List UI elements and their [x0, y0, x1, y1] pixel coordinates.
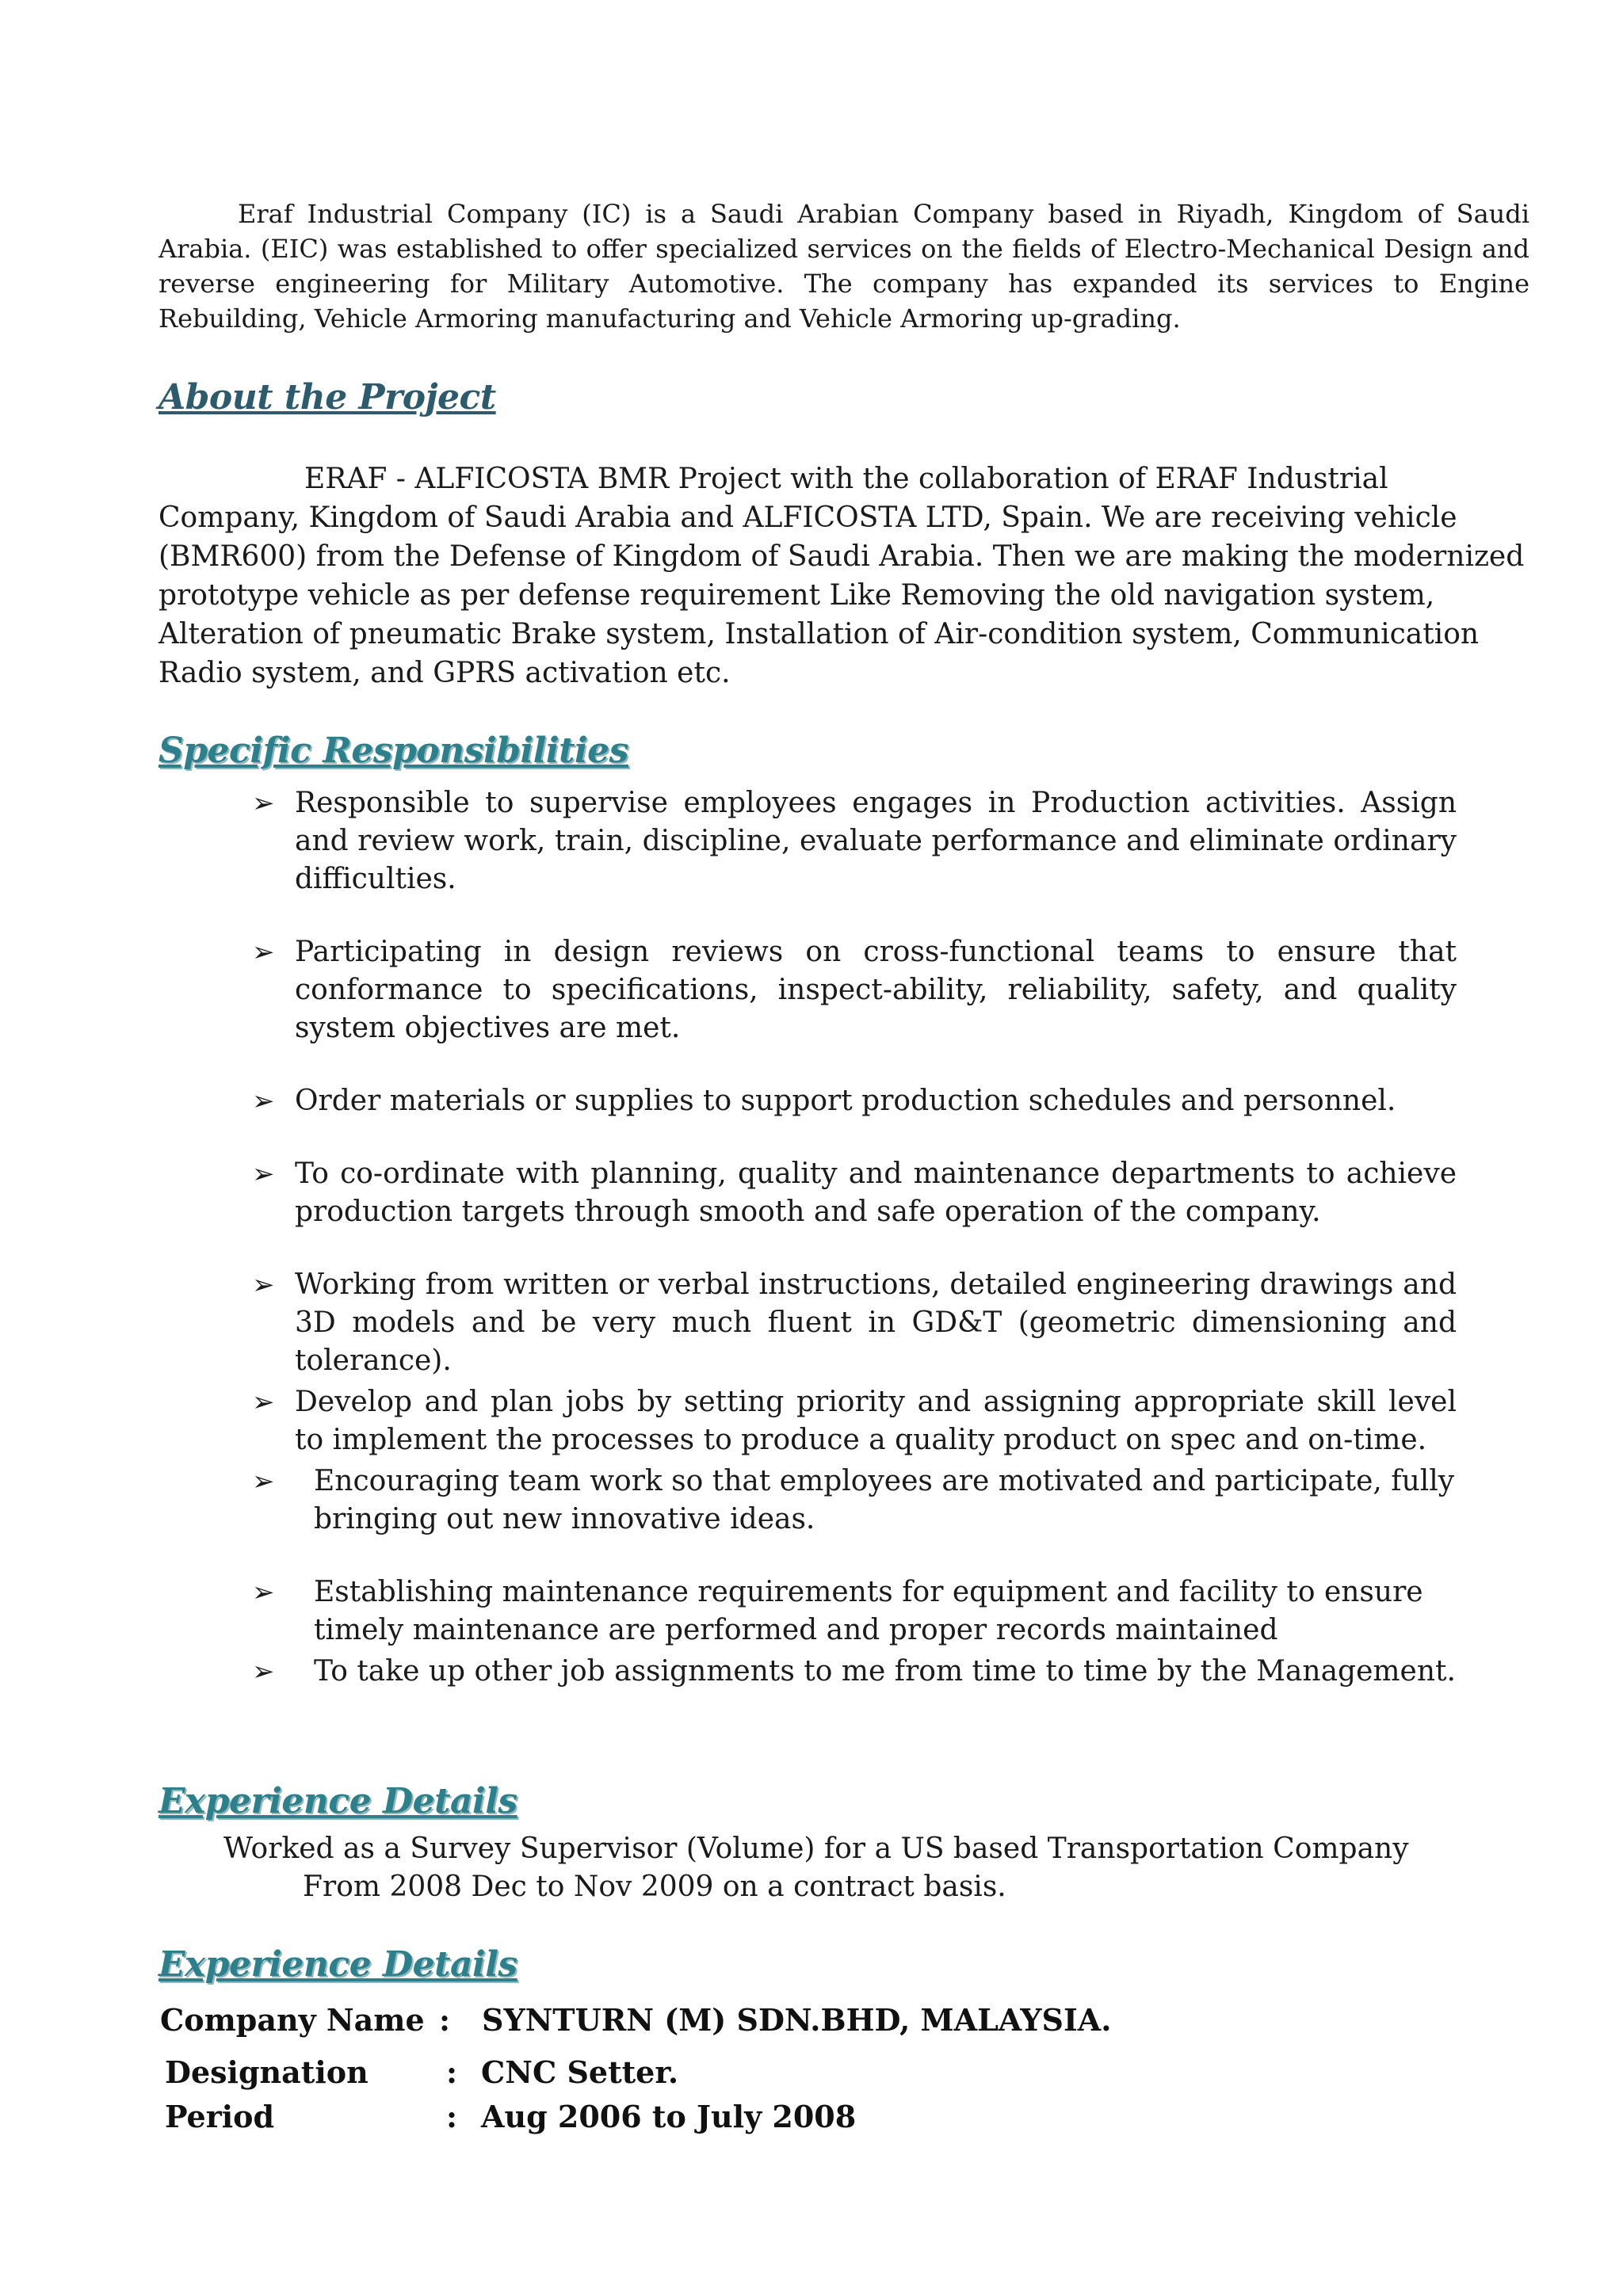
- company-name-label: Company Name: [160, 2002, 425, 2038]
- designation-colon: :: [446, 2054, 458, 2090]
- list-item-text: Develop and plan jobs by setting priority and assigning appropriate skill level to implement the processes to produce a quality product on spec and on-time.: [295, 1386, 1457, 1456]
- company-name-value: SYNTURN (M) SDN.BHD, MALAYSIA.: [482, 2002, 1112, 2038]
- list-item-text: Responsible to supervise employees engages in Production activities. Assign and review work, train, discipline, evaluate performance and eliminate ordinary difficulties.: [295, 787, 1457, 895]
- list-item: [252, 1266, 1457, 1380]
- experience-heading-2: Experience Details: [158, 1944, 517, 1985]
- period-value: Aug 2006 to July 2008: [481, 2099, 857, 2134]
- experience-heading-1: Experience Details: [158, 1781, 517, 1821]
- company-intro-paragraph: Eraf Industrial Company (IC) is a Saudi Arabian Company based in Riyadh, Kingdom of Saudi Arabia. (EIC) was established to offer specialized services on the fields of Electro-Mechanical Design and reverse engineering for Military Automotive. The company has expanded its services to Engine Rebuilding, Vehicle Armoring manufacturing and Vehicle Armoring up-grading.: [158, 199, 1529, 334]
- list-item: [252, 1573, 1457, 1650]
- list-item-text: To take up other job assignments to me from time to time by the Management.: [314, 1655, 1456, 1688]
- list-item: [252, 784, 1457, 898]
- period-row: [165, 2096, 856, 2138]
- arrow-bullet-icon: ➢: [252, 1085, 275, 1117]
- arrow-bullet-icon: ➢: [252, 1158, 275, 1190]
- list-item: [252, 1383, 1457, 1459]
- arrow-bullet-icon: ➢: [252, 1386, 275, 1418]
- designation-row: [165, 2052, 678, 2093]
- period-colon: :: [446, 2099, 458, 2134]
- company-name-row: [160, 2000, 1111, 2041]
- list-item: [252, 1463, 1457, 1539]
- arrow-bullet-icon: ➢: [252, 936, 275, 968]
- experience-1-line-2: From 2008 Dec to Nov 2009 on a contract basis.: [303, 1871, 1006, 1903]
- responsibilities-heading: Specific Responsibilities: [158, 730, 628, 771]
- list-item: [252, 1653, 1457, 1691]
- designation-value: CNC Setter.: [481, 2054, 679, 2090]
- list-item: [252, 1082, 1457, 1120]
- arrow-bullet-icon: ➢: [252, 1577, 275, 1608]
- list-item-text: Establishing maintenance requirements for equipment and facility to ensure timely maintenance are performed and proper records maintained: [314, 1576, 1423, 1646]
- arrow-bullet-icon: ➢: [252, 788, 275, 819]
- list-item: [252, 933, 1457, 1047]
- arrow-bullet-icon: ➢: [252, 1269, 275, 1301]
- list-item-text: To co-ordinate with planning, quality and maintenance departments to achieve production targets through smooth and safe operation of the company.: [295, 1158, 1457, 1228]
- list-item-text: Order materials or supplies to support production schedules and personnel.: [295, 1085, 1396, 1117]
- responsibilities-list: [252, 784, 1457, 1691]
- list-item-text: Participating in design reviews on cross-functional teams to ensure that conformance to specifications, inspect-ability, reliability, safety, and quality system objectives are met.: [295, 936, 1457, 1044]
- list-item-text: Working from written or verbal instructions, detailed engineering drawings and 3D models and be very much fluent in GD&T (geometric dimensioning and tolerance).: [295, 1268, 1457, 1377]
- experience-1-line-1: Worked as a Survey Supervisor (Volume) for a US based Transportation Company: [223, 1833, 1409, 1865]
- list-item-text: Encouraging team work so that employees are motivated and participate, fully bringing out new innovative ideas.: [314, 1465, 1455, 1535]
- company-name-colon: :: [439, 2002, 451, 2038]
- designation-label: Designation: [165, 2054, 369, 2090]
- period-label: Period: [165, 2099, 275, 2134]
- arrow-bullet-icon: ➢: [252, 1466, 275, 1497]
- about-project-heading: About the Project: [158, 377, 496, 418]
- arrow-bullet-icon: ➢: [252, 1656, 275, 1688]
- project-description-paragraph: ERAF - ALFICOSTA BMR Project with the collaboration of ERAF Industrial Company, Kingdom of Saudi Arabia and ALFICOSTA LTD, Spain. We are receiving vehicle (BMR600) from the Defense of Kingdom of Saudi Arabia. Then we are making the modernized prototype vehicle as per defense requirement Like Removing the old navigation system, Alteration of pneumatic Brake system, Installation of Air-condition system, Communication Radio system, and GPRS activation etc.: [158, 463, 1525, 689]
- list-item: [252, 1155, 1457, 1231]
